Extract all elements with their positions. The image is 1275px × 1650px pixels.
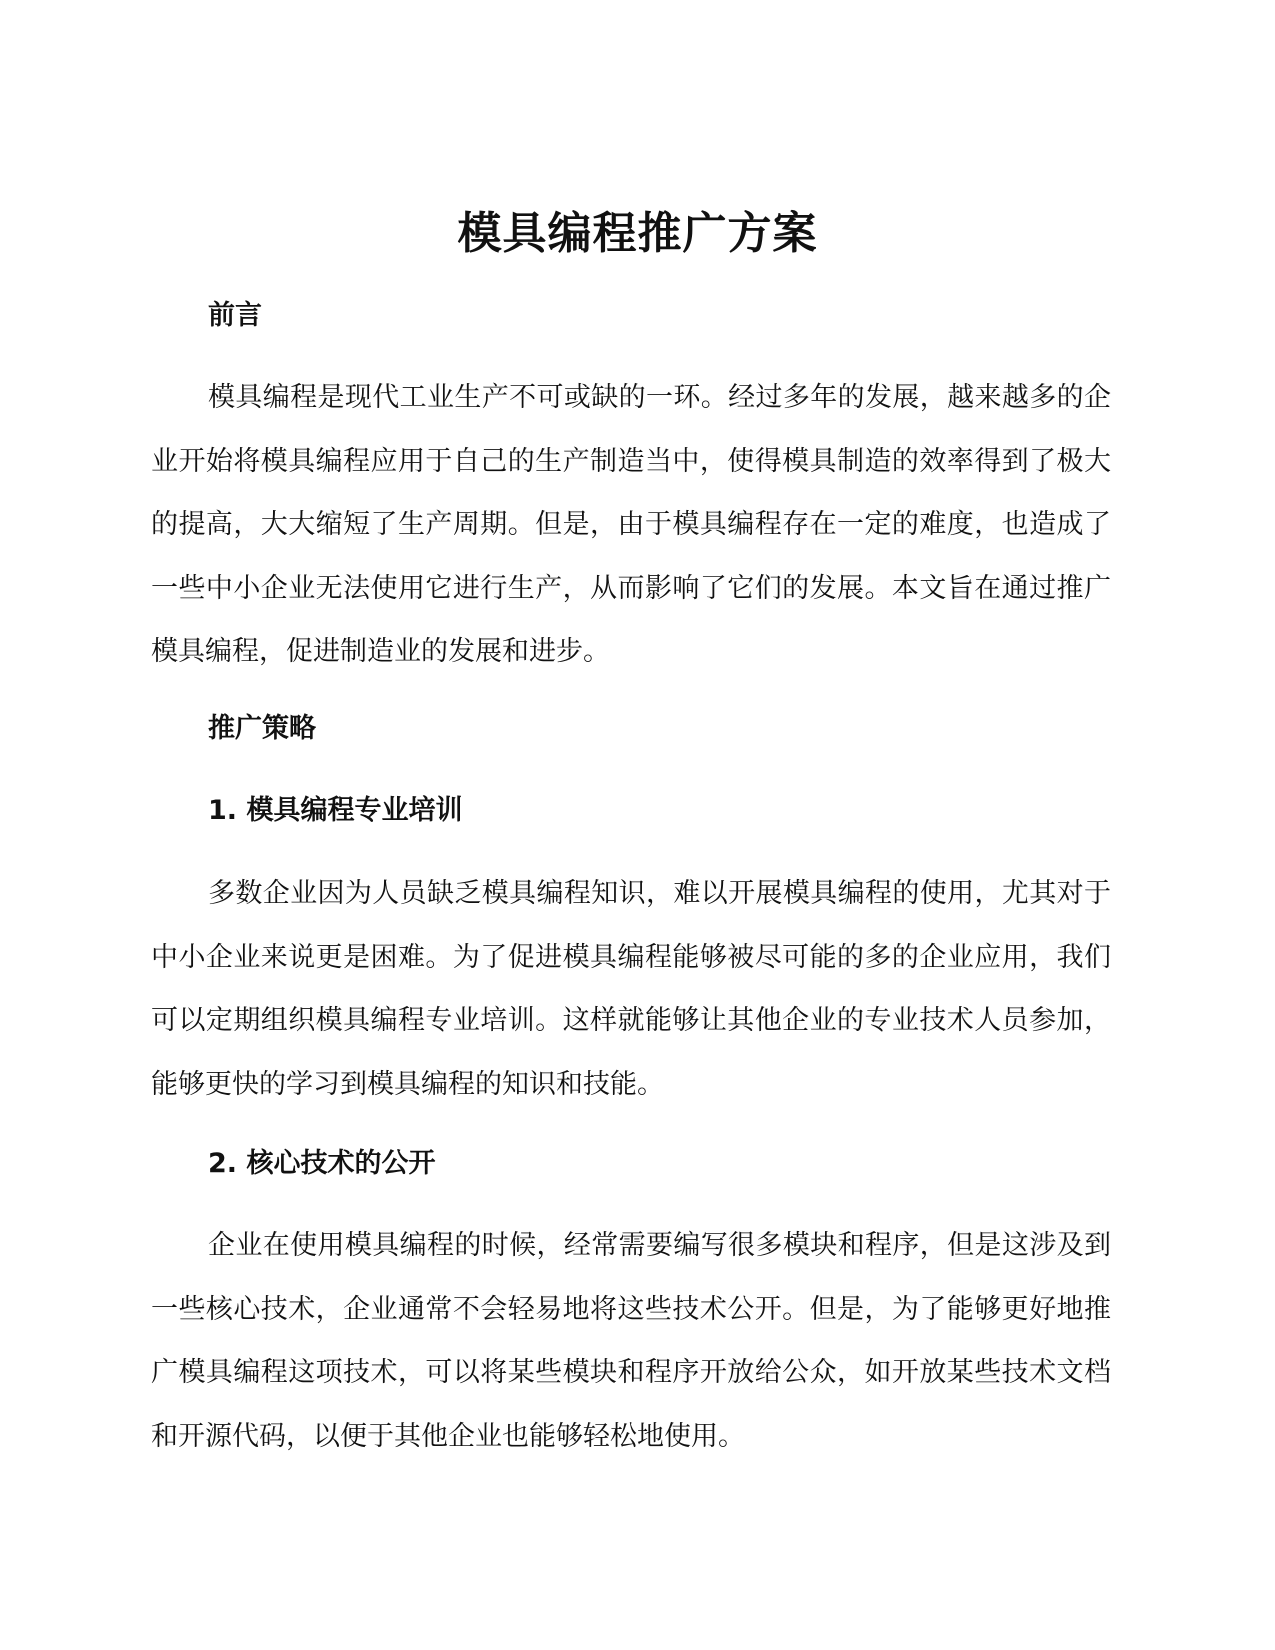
subsection-heading-training: 1. 模具编程专业培训	[208, 795, 463, 826]
paragraph-open-tech: 企业在使用模具编程的时候，经常需要编写很多模块和程序，但是这涉及到一些核心技术，企业通常不会轻易地将这些技术公开。但是，为了能够更好地推广模具编程这项技术，可以将某些模块和程序开放给公众，如开放某些技术文档和开源代码，以便于其他企业也能够轻松地使用。	[151, 1230, 1111, 1452]
section-heading-strategy: 推广策略	[208, 713, 316, 744]
document-title: 模具编程推广方案	[457, 208, 818, 259]
subsection-heading-open-tech: 2. 核心技术的公开	[208, 1148, 436, 1179]
paragraph-preface: 模具编程是现代工业生产不可或缺的一环。经过多年的发展，越来越多的企业开始将模具编程应用于自己的生产制造当中，使得模具制造的效率得到了极大的提高，大大缩短了生产周期。但是，由于模具编程存在一定的难度，也造成了一些中小企业无法使用它进行生产，从而影响了它们的发展。本文旨在通过推广模具编程，促进制造业的发展和进步。	[151, 382, 1111, 667]
section-heading-preface: 前言	[208, 300, 262, 331]
paragraph-training: 多数企业因为人员缺乏模具编程知识，难以开展模具编程的使用，尤其对于中小企业来说更是困难。为了促进模具编程能够被尽可能的多的企业应用，我们可以定期组织模具编程专业培训。这样就能够让其他企业的专业技术人员参加，能够更快的学习到模具编程的知识和技能。	[151, 878, 1111, 1100]
